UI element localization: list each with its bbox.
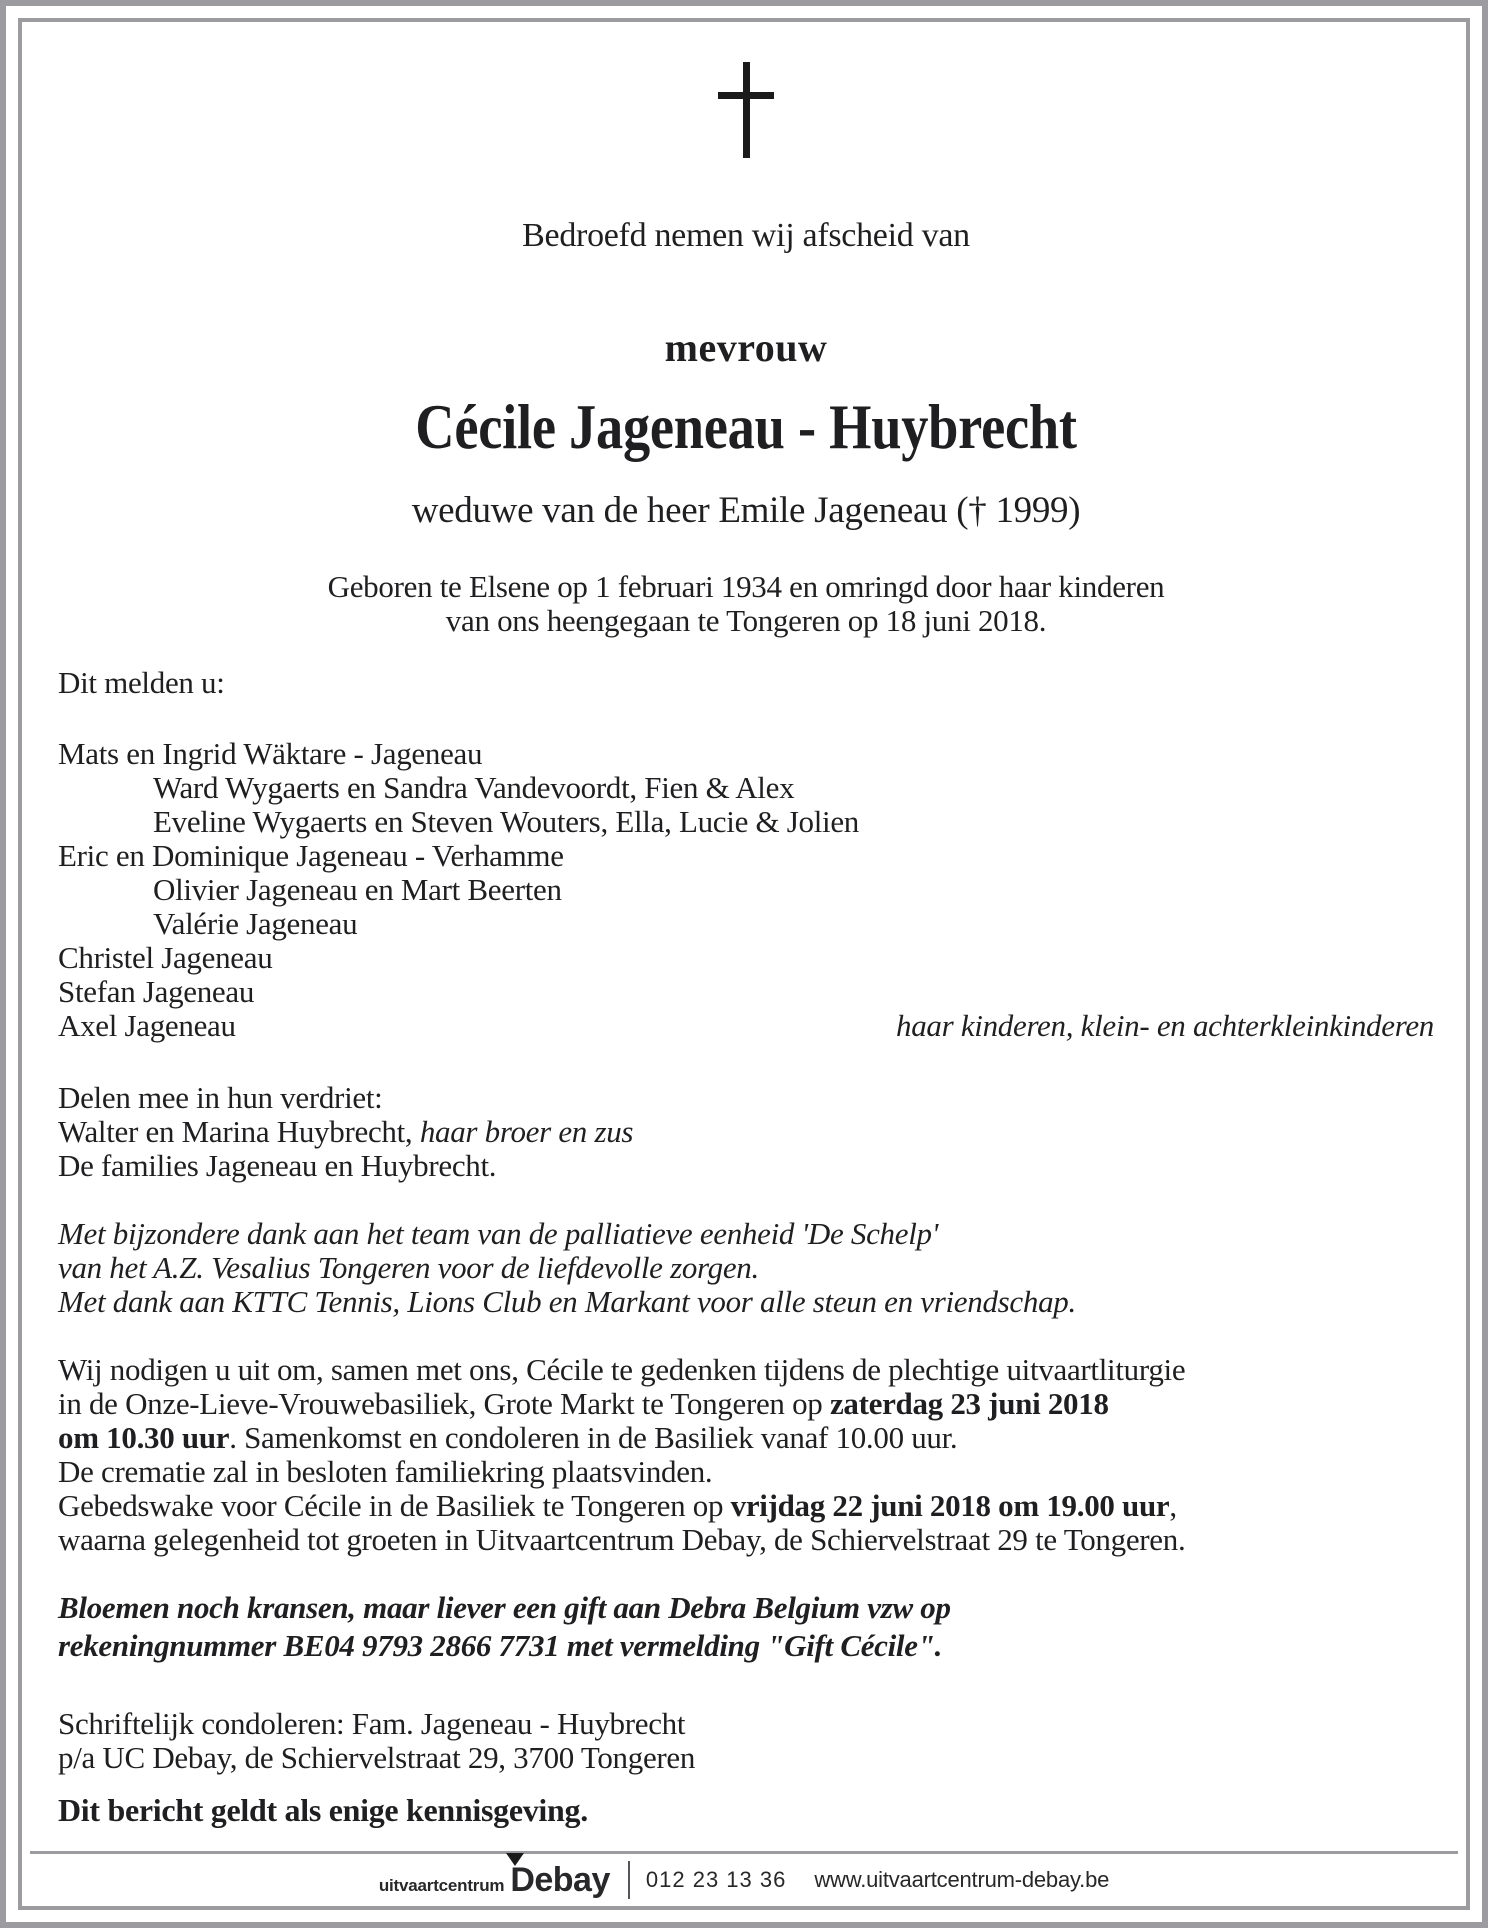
closing-note: Dit bericht geldt als enige kennisgeving. <box>58 1792 588 1828</box>
footer-phone: 012 23 13 36 <box>645 1867 787 1892</box>
triangle-icon <box>506 1853 524 1866</box>
thanks-line-2: van het A.Z. Vesalius Tongeren voor de liefdevolle zorgen. <box>58 1250 759 1285</box>
mourning-lead: Delen mee in hun verdriet: <box>58 1080 383 1115</box>
family-line: Stefan Jageneau <box>58 974 255 1009</box>
birth-death-lines <box>58 570 1434 638</box>
family-list <box>58 737 1434 1043</box>
service-line: Gebedswake voor Cécile in de Basiliek te Tongeren op vrijdag 22 juni 2018 om 19.00 uur, <box>58 1488 1177 1523</box>
footer-website: www.uitvaartcentrum-debay.be <box>814 1867 1110 1892</box>
service-time-bold: om 10.30 uur <box>58 1420 230 1455</box>
deceased-name: Cécile Jageneau - Huybrecht <box>415 391 1077 462</box>
family-line: Olivier Jageneau en Mart Beerten <box>153 872 562 907</box>
family-line: Ward Wygaerts en Sandra Vandevoordt, Fien & Alex <box>153 770 795 805</box>
thanks-line-3: Met dank aan KTTC Tennis, Lions Club en Markant voor alle steun en vriendschap. <box>58 1284 1076 1319</box>
family-line: Valérie Jageneau <box>153 906 358 941</box>
family-line: Axel Jageneau <box>58 1008 236 1043</box>
family-line: Christel Jageneau <box>58 940 273 975</box>
condolence-line-2: p/a UC Debay, de Schiervelstraat 29, 3700 Tongeren <box>58 1740 696 1775</box>
mourning-line-1: Walter en Marina Huybrecht, haar broer en zus <box>58 1114 634 1149</box>
thanks-line-1: Met bijzondere dank aan het team van de palliatieve eenheid 'De Schelp' <box>58 1216 939 1251</box>
relation-note: haar kinderen, klein- en achterkleinkinderen <box>896 1008 1434 1043</box>
vigil-date-bold: vrijdag 22 juni 2018 om 19.00 uur <box>730 1488 1170 1523</box>
announcement-lead: Dit melden u: <box>58 665 225 700</box>
service-block <box>58 1353 1434 1557</box>
service-line: Wij nodigen u uit om, samen met ons, Cécile te gedenken tijdens de plechtige uitvaartliturgie <box>58 1352 1186 1387</box>
service-line: waarna gelegenheid tot groeten in Uitvaartcentrum Debay, de Schiervelstraat 29 te Tongeren. <box>58 1522 1186 1557</box>
intro-line: Bedroefd nemen wij afscheid van <box>522 217 970 254</box>
widow-line: weduwe van de heer Emile Jageneau († 1999) <box>411 490 1081 531</box>
donation-line-1: Bloemen noch kransen, maar liever een gift aan Debra Belgium vzw op <box>58 1590 951 1625</box>
logo-small-text: uitvaartcentrum <box>378 1875 505 1895</box>
inner-frame <box>18 18 1470 1910</box>
mourning-block <box>58 1081 1434 1183</box>
funeral-home-logo <box>379 1861 610 1900</box>
service-date-bold: zaterdag 23 juni 2018 <box>829 1386 1109 1421</box>
service-line: De crematie zal in besloten familiekring plaatsvinden. <box>58 1454 713 1489</box>
family-line-with-relation <box>58 1009 1434 1043</box>
condolence-block <box>58 1707 1434 1775</box>
family-line: Eveline Wygaerts en Steven Wouters, Ella, Lucie & Jolien <box>153 804 859 839</box>
donation-line-2: rekeningnummer BE04 9793 2866 7731 met vermelding "Gift Cécile". <box>58 1628 943 1663</box>
family-line: Eric en Dominique Jageneau - Verhamme <box>58 838 564 873</box>
service-line: in de Onze-Lieve-Vrouwebasiliek, Grote Markt te Tongeren op zaterdag 23 juni 2018 <box>58 1386 1109 1421</box>
logo-name-text: Debay <box>510 1860 610 1899</box>
service-line: om 10.30 uur. Samenkomst en condoleren in de Basiliek vanaf 10.00 uur. <box>58 1420 958 1455</box>
condolence-line-1: Schriftelijk condoleren: Fam. Jageneau - Huybrecht <box>58 1706 686 1741</box>
mourning-line-2: De families Jageneau en Huybrecht. <box>58 1148 497 1183</box>
footer-bar <box>30 1851 1458 1906</box>
title-prefix: mevrouw <box>664 325 828 370</box>
thanks-block <box>58 1217 1434 1319</box>
footer-divider <box>628 1861 630 1899</box>
born-line-1: Geboren te Elsene op 1 februari 1934 en omringd door haar kinderen <box>327 569 1165 604</box>
born-line-2: van ons heengegaan te Tongeren op 18 juni 2018. <box>445 603 1047 638</box>
family-line: Mats en Ingrid Wäktare - Jageneau <box>58 736 483 771</box>
obituary-content <box>22 22 1466 1829</box>
relation-sibling-note: haar broer en zus <box>419 1114 634 1149</box>
donation-block <box>58 1589 1434 1665</box>
cross-icon <box>718 62 774 158</box>
